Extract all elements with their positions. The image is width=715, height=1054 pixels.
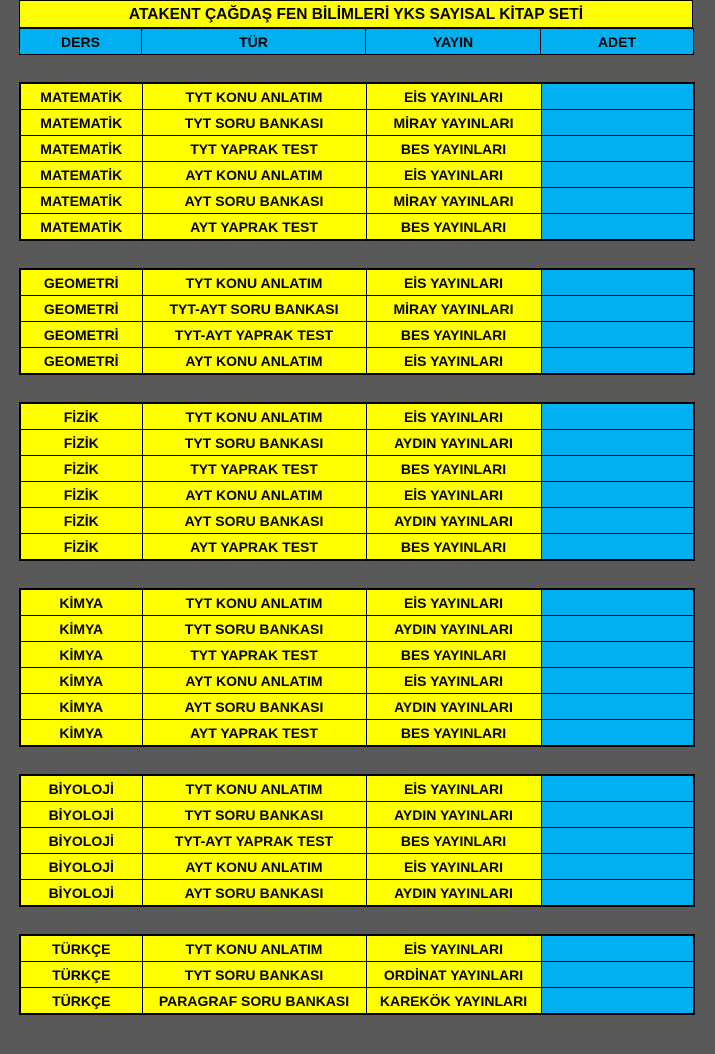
ders-cell: KİMYA bbox=[20, 668, 142, 694]
yayin-cell: BES YAYINLARI bbox=[366, 828, 541, 854]
header-adet: ADET bbox=[541, 29, 694, 55]
ders-cell: KİMYA bbox=[20, 616, 142, 642]
adet-cell[interactable] bbox=[541, 403, 694, 430]
yayin-cell: EİS YAYINLARI bbox=[366, 935, 541, 962]
ders-cell: BİYOLOJİ bbox=[20, 880, 142, 907]
header-tur: TÜR bbox=[142, 29, 366, 55]
table-row bbox=[20, 988, 694, 1015]
tur-cell: AYT SORU BANKASI bbox=[142, 880, 366, 907]
book-groups bbox=[19, 82, 693, 1015]
tur-cell: AYT KONU ANLATIM bbox=[142, 482, 366, 508]
ders-cell: MATEMATİK bbox=[20, 214, 142, 241]
tur-cell: PARAGRAF SORU BANKASI bbox=[142, 988, 366, 1015]
yayin-cell: AYDIN YAYINLARI bbox=[366, 880, 541, 907]
ders-cell: GEOMETRİ bbox=[20, 348, 142, 375]
adet-cell[interactable] bbox=[541, 296, 694, 322]
yayin-cell: EİS YAYINLARI bbox=[366, 162, 541, 188]
tur-cell: TYT SORU BANKASI bbox=[142, 802, 366, 828]
adet-cell[interactable] bbox=[541, 508, 694, 534]
adet-cell[interactable] bbox=[541, 642, 694, 668]
tur-cell: AYT SORU BANKASI bbox=[142, 694, 366, 720]
ders-cell: MATEMATİK bbox=[20, 136, 142, 162]
yayin-cell: EİS YAYINLARI bbox=[366, 269, 541, 296]
tur-cell: AYT KONU ANLATIM bbox=[142, 668, 366, 694]
yayin-cell: KAREKÖK YAYINLARI bbox=[366, 988, 541, 1015]
tur-cell: TYT YAPRAK TEST bbox=[142, 456, 366, 482]
tur-cell: TYT KONU ANLATIM bbox=[142, 589, 366, 616]
adet-cell[interactable] bbox=[541, 188, 694, 214]
yayin-cell: EİS YAYINLARI bbox=[366, 668, 541, 694]
adet-cell[interactable] bbox=[541, 430, 694, 456]
table-row bbox=[20, 430, 694, 456]
table-row bbox=[20, 456, 694, 482]
yayin-cell: EİS YAYINLARI bbox=[366, 775, 541, 802]
tur-cell: TYT SORU BANKASI bbox=[142, 616, 366, 642]
tur-cell: TYT KONU ANLATIM bbox=[142, 403, 366, 430]
tur-cell: TYT SORU BANKASI bbox=[142, 962, 366, 988]
yayin-cell: ORDİNAT YAYINLARI bbox=[366, 962, 541, 988]
tur-cell: AYT YAPRAK TEST bbox=[142, 720, 366, 747]
table-row bbox=[20, 110, 694, 136]
table-row bbox=[20, 188, 694, 214]
adet-cell[interactable] bbox=[541, 880, 694, 907]
book-group bbox=[19, 268, 693, 375]
group-table bbox=[19, 268, 695, 375]
ders-cell: KİMYA bbox=[20, 642, 142, 668]
ders-cell: MATEMATİK bbox=[20, 162, 142, 188]
ders-cell: FİZİK bbox=[20, 403, 142, 430]
table-row bbox=[20, 214, 694, 241]
table-row bbox=[20, 269, 694, 296]
adet-cell[interactable] bbox=[541, 802, 694, 828]
ders-cell: BİYOLOJİ bbox=[20, 828, 142, 854]
table-row bbox=[20, 802, 694, 828]
table-row bbox=[20, 136, 694, 162]
tur-cell: TYT SORU BANKASI bbox=[142, 110, 366, 136]
adet-cell[interactable] bbox=[541, 162, 694, 188]
book-group bbox=[19, 934, 693, 1015]
table-row bbox=[20, 880, 694, 907]
tur-cell: TYT YAPRAK TEST bbox=[142, 642, 366, 668]
table-row bbox=[20, 694, 694, 720]
tur-cell: TYT SORU BANKASI bbox=[142, 430, 366, 456]
table-row bbox=[20, 322, 694, 348]
tur-cell: AYT SORU BANKASI bbox=[142, 188, 366, 214]
tur-cell: AYT SORU BANKASI bbox=[142, 508, 366, 534]
ders-cell: KİMYA bbox=[20, 720, 142, 747]
table-row bbox=[20, 642, 694, 668]
adet-cell[interactable] bbox=[541, 482, 694, 508]
yayin-cell: BES YAYINLARI bbox=[366, 720, 541, 747]
table-row bbox=[20, 962, 694, 988]
table-row bbox=[20, 403, 694, 430]
ders-cell: TÜRKÇE bbox=[20, 935, 142, 962]
ders-cell: TÜRKÇE bbox=[20, 962, 142, 988]
ders-cell: BİYOLOJİ bbox=[20, 854, 142, 880]
adet-cell[interactable] bbox=[541, 720, 694, 747]
table-row bbox=[20, 668, 694, 694]
ders-cell: GEOMETRİ bbox=[20, 296, 142, 322]
group-table bbox=[19, 588, 695, 747]
tur-cell: AYT KONU ANLATIM bbox=[142, 854, 366, 880]
tur-cell: TYT-AYT YAPRAK TEST bbox=[142, 322, 366, 348]
group-table bbox=[19, 934, 695, 1015]
adet-cell[interactable] bbox=[541, 694, 694, 720]
table-row bbox=[20, 296, 694, 322]
yayin-cell: EİS YAYINLARI bbox=[366, 348, 541, 375]
header-row bbox=[20, 29, 694, 55]
table-row bbox=[20, 720, 694, 747]
yayin-cell: EİS YAYINLARI bbox=[366, 403, 541, 430]
yayin-cell: AYDIN YAYINLARI bbox=[366, 430, 541, 456]
ders-cell: MATEMATİK bbox=[20, 188, 142, 214]
yayin-cell: EİS YAYINLARI bbox=[366, 83, 541, 110]
tur-cell: TYT KONU ANLATIM bbox=[142, 83, 366, 110]
table-row bbox=[20, 775, 694, 802]
book-group bbox=[19, 82, 693, 241]
table-row bbox=[20, 589, 694, 616]
yayin-cell: BES YAYINLARI bbox=[366, 534, 541, 561]
ders-cell: GEOMETRİ bbox=[20, 269, 142, 296]
yayin-cell: BES YAYINLARI bbox=[366, 136, 541, 162]
ders-cell: MATEMATİK bbox=[20, 83, 142, 110]
book-group bbox=[19, 588, 693, 747]
tur-cell: TYT KONU ANLATIM bbox=[142, 935, 366, 962]
adet-cell[interactable] bbox=[541, 854, 694, 880]
header-table bbox=[19, 28, 694, 55]
yayin-cell: BES YAYINLARI bbox=[366, 214, 541, 241]
ders-cell: FİZİK bbox=[20, 534, 142, 561]
ders-cell: MATEMATİK bbox=[20, 110, 142, 136]
ders-cell: FİZİK bbox=[20, 482, 142, 508]
yayin-cell: BES YAYINLARI bbox=[366, 642, 541, 668]
ders-cell: KİMYA bbox=[20, 694, 142, 720]
adet-cell[interactable] bbox=[541, 828, 694, 854]
yayin-cell: EİS YAYINLARI bbox=[366, 589, 541, 616]
adet-cell[interactable] bbox=[541, 136, 694, 162]
table-row bbox=[20, 508, 694, 534]
adet-cell[interactable] bbox=[541, 775, 694, 802]
adet-cell[interactable] bbox=[541, 269, 694, 296]
yayin-cell: EİS YAYINLARI bbox=[366, 854, 541, 880]
tur-cell: TYT-AYT YAPRAK TEST bbox=[142, 828, 366, 854]
yayin-cell: EİS YAYINLARI bbox=[366, 482, 541, 508]
yayin-cell: AYDIN YAYINLARI bbox=[366, 802, 541, 828]
group-table bbox=[19, 402, 695, 561]
adet-cell[interactable] bbox=[541, 534, 694, 561]
ders-cell: BİYOLOJİ bbox=[20, 775, 142, 802]
yayin-cell: AYDIN YAYINLARI bbox=[366, 508, 541, 534]
header-ders: DERS bbox=[20, 29, 142, 55]
group-table bbox=[19, 774, 695, 907]
adet-cell[interactable] bbox=[541, 616, 694, 642]
yayin-cell: BES YAYINLARI bbox=[366, 456, 541, 482]
ders-cell: FİZİK bbox=[20, 456, 142, 482]
tur-cell: AYT KONU ANLATIM bbox=[142, 162, 366, 188]
sheet-title: ATAKENT ÇAĞDAŞ FEN BİLİMLERİ YKS SAYISAL KİTAP SETİ bbox=[19, 0, 693, 28]
yayin-cell: AYDIN YAYINLARI bbox=[366, 694, 541, 720]
adet-cell[interactable] bbox=[541, 589, 694, 616]
ders-cell: GEOMETRİ bbox=[20, 322, 142, 348]
adet-cell[interactable] bbox=[541, 935, 694, 962]
adet-cell[interactable] bbox=[541, 214, 694, 241]
adet-cell[interactable] bbox=[541, 83, 694, 110]
table-row bbox=[20, 83, 694, 110]
adet-cell[interactable] bbox=[541, 668, 694, 694]
adet-cell[interactable] bbox=[541, 962, 694, 988]
ders-cell: FİZİK bbox=[20, 508, 142, 534]
adet-cell[interactable] bbox=[541, 110, 694, 136]
book-group bbox=[19, 402, 693, 561]
book-set-sheet bbox=[19, 0, 693, 1015]
adet-cell[interactable] bbox=[541, 322, 694, 348]
ders-cell: FİZİK bbox=[20, 430, 142, 456]
table-row bbox=[20, 162, 694, 188]
yayin-cell: AYDIN YAYINLARI bbox=[366, 616, 541, 642]
table-row bbox=[20, 348, 694, 375]
ders-cell: BİYOLOJİ bbox=[20, 802, 142, 828]
book-group bbox=[19, 774, 693, 907]
tur-cell: AYT YAPRAK TEST bbox=[142, 214, 366, 241]
yayin-cell: BES YAYINLARI bbox=[366, 322, 541, 348]
ders-cell: TÜRKÇE bbox=[20, 988, 142, 1015]
tur-cell: AYT YAPRAK TEST bbox=[142, 534, 366, 561]
table-row bbox=[20, 616, 694, 642]
table-row bbox=[20, 534, 694, 561]
yayin-cell: MİRAY YAYINLARI bbox=[366, 110, 541, 136]
table-row bbox=[20, 935, 694, 962]
adet-cell[interactable] bbox=[541, 348, 694, 375]
yayin-cell: MİRAY YAYINLARI bbox=[366, 188, 541, 214]
table-row bbox=[20, 828, 694, 854]
ders-cell: KİMYA bbox=[20, 589, 142, 616]
tur-cell: AYT KONU ANLATIM bbox=[142, 348, 366, 375]
tur-cell: TYT-AYT SORU BANKASI bbox=[142, 296, 366, 322]
adet-cell[interactable] bbox=[541, 456, 694, 482]
tur-cell: TYT KONU ANLATIM bbox=[142, 269, 366, 296]
table-row bbox=[20, 482, 694, 508]
adet-cell[interactable] bbox=[541, 988, 694, 1015]
tur-cell: TYT KONU ANLATIM bbox=[142, 775, 366, 802]
tur-cell: TYT YAPRAK TEST bbox=[142, 136, 366, 162]
header-yayin: YAYIN bbox=[366, 29, 541, 55]
table-row bbox=[20, 854, 694, 880]
yayin-cell: MİRAY YAYINLARI bbox=[366, 296, 541, 322]
group-table bbox=[19, 82, 695, 241]
